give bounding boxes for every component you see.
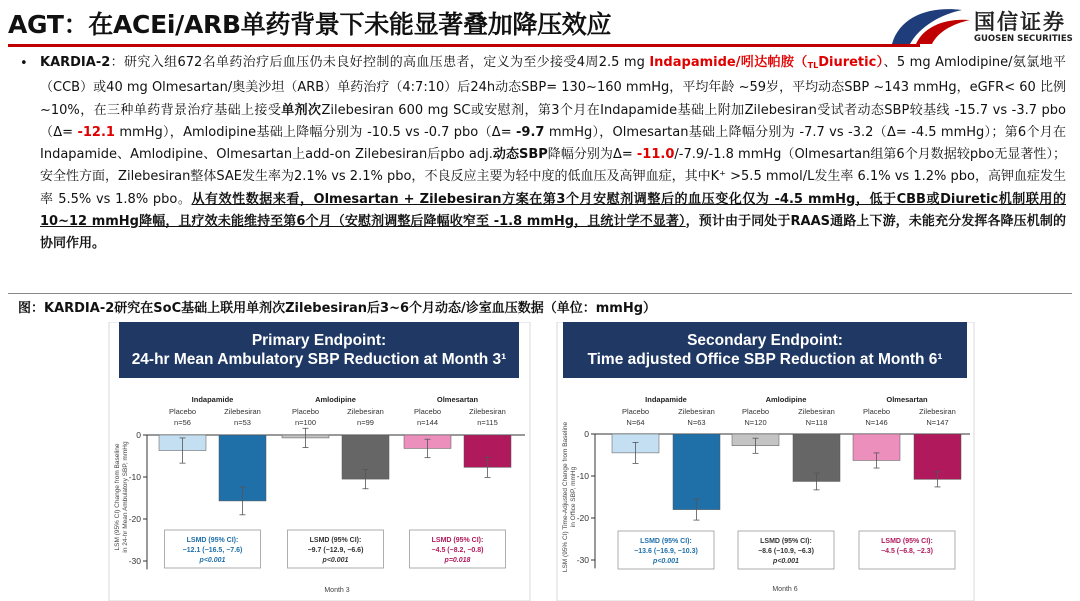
bar-category-label: Placebo	[621, 407, 650, 416]
chart-title	[119, 322, 519, 378]
bar-n-label: N=146	[865, 418, 888, 427]
bar	[673, 434, 720, 510]
bar-n-label: N=118	[805, 418, 828, 427]
lsmd-text: LSMD (95% CI):	[309, 537, 362, 544]
y-tick-label: -20	[576, 513, 589, 523]
y-tick-label: 0	[584, 429, 589, 439]
lsmd-text: −4.5 (−8.2, −0.8)	[431, 547, 484, 554]
chart-title-line1: Secondary Endpoint:	[687, 332, 843, 349]
bar-category-label: Zilebesiran	[224, 407, 261, 416]
lsmd-text: −12.1 (−16.5, −7.6)	[182, 547, 243, 554]
lsmd-text: −4.5 (−6.8, −2.3)	[881, 548, 933, 555]
y-tick-label: -20	[128, 514, 141, 524]
bar-category-label: Placebo	[741, 407, 770, 416]
bar-category-label: Zilebesiran	[678, 407, 715, 416]
y-axis-label-line2: in 24-hr Mean Ambulatory SBP, mmHg	[122, 441, 129, 553]
y-axis-label-line2: in Office SBP, mmHg	[570, 466, 577, 528]
y-tick-label: -10	[128, 472, 141, 482]
y-axis-label-line1: LSM (95% CI) Change from Baseline	[114, 443, 121, 551]
bar-n-label: N=120	[744, 418, 767, 427]
lsmd-text: p=0.018	[444, 557, 471, 564]
chart-title-line1: Primary Endpoint:	[251, 332, 387, 349]
bar-n-label: n=144	[416, 418, 439, 427]
y-tick-label: 0	[136, 430, 141, 440]
bar-n-label: n=100	[294, 418, 317, 427]
lsmd-text: p<0.001	[773, 558, 799, 565]
bar-n-label: N=63	[687, 418, 706, 427]
logo-name: 国信证券	[974, 10, 1066, 34]
lsmd-text: LSMD (95% CI):	[431, 537, 484, 544]
figure-caption: 图：KARDIA-2研究在SoC基础上联用单剂次Zilebesiran后3~6个月动态/诊室血压数据（单位：mmHg）	[18, 301, 657, 316]
y-tick-label: -30	[128, 556, 141, 566]
bar-category-label: Zilebesiran	[798, 407, 835, 416]
group-label: Amlodipine	[315, 395, 356, 404]
group-label: Indapamide	[191, 395, 234, 404]
bar-category-label: Placebo	[862, 407, 891, 416]
group-label: Olmesartan	[886, 395, 928, 404]
chart-month6	[555, 322, 976, 601]
lsmd-text: p<0.001	[653, 558, 679, 565]
bar-n-label: N=64	[626, 418, 645, 427]
lsmd-text: −8.6 (−10.9, −6.3)	[758, 548, 814, 555]
title-underline	[8, 44, 920, 47]
bar-category-label: Placebo	[413, 407, 442, 416]
logo-subtitle: GUOSEN SECURITIES	[974, 34, 1073, 44]
conclusion-underlined: 从有效性数据来看，Olmesartan + Zilebesiran方案在第3个月安慰剂调整后的血压变化仅为 -4.5 mmHg，低于CBB或Diuretic机制联用的 10~12 mmHg降幅，且疗效未能维持至第6个月（安慰剂调整后降幅收窄至 -1.8 mmHg，且统计学不显著）	[40, 191, 1067, 230]
lsmd-text: p<0.001	[322, 557, 349, 564]
bar-n-label: N=147	[926, 418, 949, 427]
lsmd-text: LSMD (95% CI):	[881, 538, 933, 545]
chart-month3	[107, 322, 532, 601]
bullet-icon: •	[20, 56, 28, 71]
figure-divider	[8, 293, 1072, 294]
lsmd-text: LSMD (95% CI):	[186, 537, 239, 544]
chart-title	[563, 322, 967, 378]
y-axis-label-line1: LSM (95% CI) Time-Adjusted Change from Baseline	[562, 421, 569, 573]
lsmd-text: LSMD (95% CI):	[760, 538, 812, 545]
y-tick-label: -10	[576, 471, 589, 481]
lsmd-text: −13.6 (−16.9, −10.3)	[634, 548, 698, 555]
y-tick-label: -30	[576, 555, 589, 565]
bar-category-label: Placebo	[168, 407, 197, 416]
bar-category-label: Zilebesiran	[347, 407, 384, 416]
bar-category-label: Placebo	[291, 407, 320, 416]
page-title: AGT：在ACEi/ARB单药背景下未能显著叠加降压效应	[8, 10, 612, 39]
chart-title-line2: 24-hr Mean Ambulatory SBP Reduction at Month 3¹	[131, 351, 507, 368]
lsmd-text: −9.7 (−12.9, −6.6)	[307, 547, 364, 554]
bar-n-label: n=99	[357, 418, 374, 427]
lsmd-text: LSMD (95% CI):	[640, 538, 692, 545]
group-label: Olmesartan	[436, 395, 479, 404]
group-label: Indapamide	[645, 395, 687, 404]
x-axis-label: Month 6	[772, 586, 798, 593]
bar-category-label: Zilebesiran	[469, 407, 506, 416]
body-paragraph: KARDIA-2：研究入组672名单药治疗后血压仍未良好控制的高血压患者，定义为至少接受4周2.5 mg Indapamide/吲达帕胺$(_{TL}Diuretic)$、5 mg Amlodipine/氨氯地平（CCB）或40 mg Olmesartan/奥美沙坦（ARB）单药治疗（4:7:10）后24h动态SBP= 130~160 mmHg，平均年龄 ~59岁，平均动态SBP ~143 mmHg，eGFR< 60 比例 ~10%，在三种单药背景治疗基础上接受单剂次Zilebesiran 600 mg SC或安慰剂，第3个月在Indapamide基础上附加Zilebesiran受试者动态SBP较基线 -15.7 vs -3.7 pbo（Δ= -12.1 mmHg），Amlodipine基础上降幅分别为 -10.5 vs -0.7 pbo（Δ= -9.7 mmHg），Olmesartan基础上降幅分别为 -7.7 vs -3.2（Δ= -4.5 mmHg）；第6个月在Indapamide、Amlodipine、Olmesartan上add-on Zilebesiran后pbo adj.动态SBP降幅分别为Δ= -11.0/-7.9/-1.8 mmHg（Olmesartan组第6个月数据较pbo无显著性）；安全性方面，Zilebesiran整体SAE发生率为2.1% vs 2.1% pbo，不良反应主要为轻中度的低血压及高钾血症，其中K⁺ >5.5 mmol/L发生率 6.1% vs 1.2% pbo，高钾血症发生率 5.5% vs 1.8% pbo。从有效性数据来看，Olmesartan + Zilebesiran方案在第3个月安慰剂调整后的血压变化仅为 -4.5 mmHg，低于CBB或Diuretic机制联用的 10~12 mmHg降幅，且疗效未能维持至第6个月（安慰剂调整后降幅收窄至 -1.8 mmHg，且统计学不显著），预计由于同处于RAAS通路上下游，未能充分发挥各降压机制的协同作用。	[40, 55, 1067, 252]
lsmd-text: p<0.001	[199, 557, 226, 564]
bar-n-label: n=56	[174, 418, 191, 427]
x-axis-label: Month 3	[324, 587, 350, 594]
bar-n-label: n=115	[477, 418, 498, 427]
trial-name: KARDIA-2	[40, 55, 111, 70]
bar-category-label: Zilebesiran	[919, 407, 956, 416]
y-axis-label	[114, 441, 129, 553]
chart-title-line2: Time adjusted Office SBP Reduction at Month 6¹	[587, 351, 943, 368]
group-label: Amlodipine	[765, 395, 807, 404]
bar-n-label: n=53	[234, 418, 251, 427]
